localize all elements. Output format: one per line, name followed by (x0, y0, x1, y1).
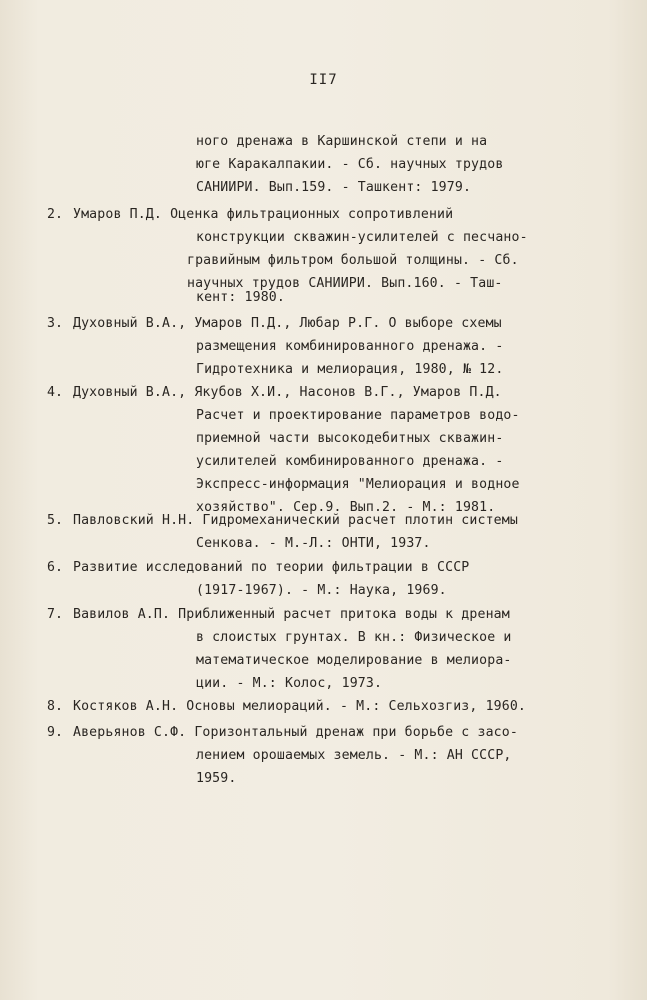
reference-line: Расчет и проектирование параметров водо- (196, 408, 520, 423)
reference-line: гравийным фильтром большой толщины. - Сб. (187, 253, 519, 268)
reference-line: Павловский Н.Н. Гидромеханический расчет плотин системы (73, 513, 518, 528)
reference-line: Гидротехника и мелиорация, 1980, № 12. (196, 362, 504, 377)
reference-line: в слоистых грунтах. В кн.: Физическое и (196, 630, 512, 645)
reference-line: (1917-1967). - М.: Наука, 1969. (196, 583, 447, 598)
reference-number: 8. (47, 699, 63, 714)
reference-line: размещения комбинированного дренажа. - (196, 339, 504, 354)
reference-number: 4. (47, 385, 63, 400)
reference-line: Сенкова. - М.-Л.: ОНТИ, 1937. (196, 536, 431, 551)
reference-line: кент: 1980. (196, 290, 285, 305)
reference-line: конструкции скважин-усилителей с песчано- (196, 230, 528, 245)
reference-line: лением орошаемых земель. - М.: АН СССР, (196, 748, 512, 763)
reference-line: юге Каракалпакии. - Сб. научных трудов (196, 157, 504, 172)
reference-line: САНИИРИ. Вып.159. - Ташкент: 1979. (196, 180, 472, 195)
reference-line: математическое моделирование в мелиора- (196, 653, 512, 668)
reference-line: 1959. (196, 771, 237, 786)
reference-line: Вавилов А.П. Приближенный расчет притока воды к дренам (73, 607, 510, 622)
reference-line: Духовный В.А., Якубов Х.И., Насонов В.Г., Умаров П.Д. (73, 385, 502, 400)
reference-line: ции. - М.: Колос, 1973. (196, 676, 383, 691)
reference-line: Умаров П.Д. Оценка фильтрационных сопротивлений (73, 207, 454, 222)
reference-line: Духовный В.А., Умаров П.Д., Любар Р.Г. О выборе схемы (73, 316, 502, 331)
reference-line: хозяйство". Сер.9. Вып.2. - М.: 1981. (196, 500, 496, 515)
reference-line: Аверьянов С.Ф. Горизонтальный дренаж при борьбе с засо- (73, 725, 518, 740)
reference-number: 9. (47, 725, 63, 740)
reference-line: ного дренажа в Каршинской степи и на (196, 134, 488, 149)
reference-line: научных трудов САНИИРИ. Вып.160. - Таш- (187, 276, 503, 291)
reference-line: приемной части высокодебитных скважин- (196, 431, 504, 446)
page-number: II7 (309, 72, 338, 88)
reference-line: усилителей комбинированного дренажа. - (196, 454, 504, 469)
reference-line: Экспресс-информация "Мелиорация и водное (196, 477, 520, 492)
reference-line: Костяков А.Н. Основы мелиораций. - М.: Сельхозгиз, 1960. (73, 699, 527, 714)
reference-number: 3. (47, 316, 63, 331)
reference-line: Развитие исследований по теории фильтрации в СССР (73, 560, 470, 575)
reference-number: 2. (47, 207, 63, 222)
reference-number: 6. (47, 560, 63, 575)
reference-number: 5. (47, 513, 63, 528)
reference-number: 7. (47, 607, 63, 622)
